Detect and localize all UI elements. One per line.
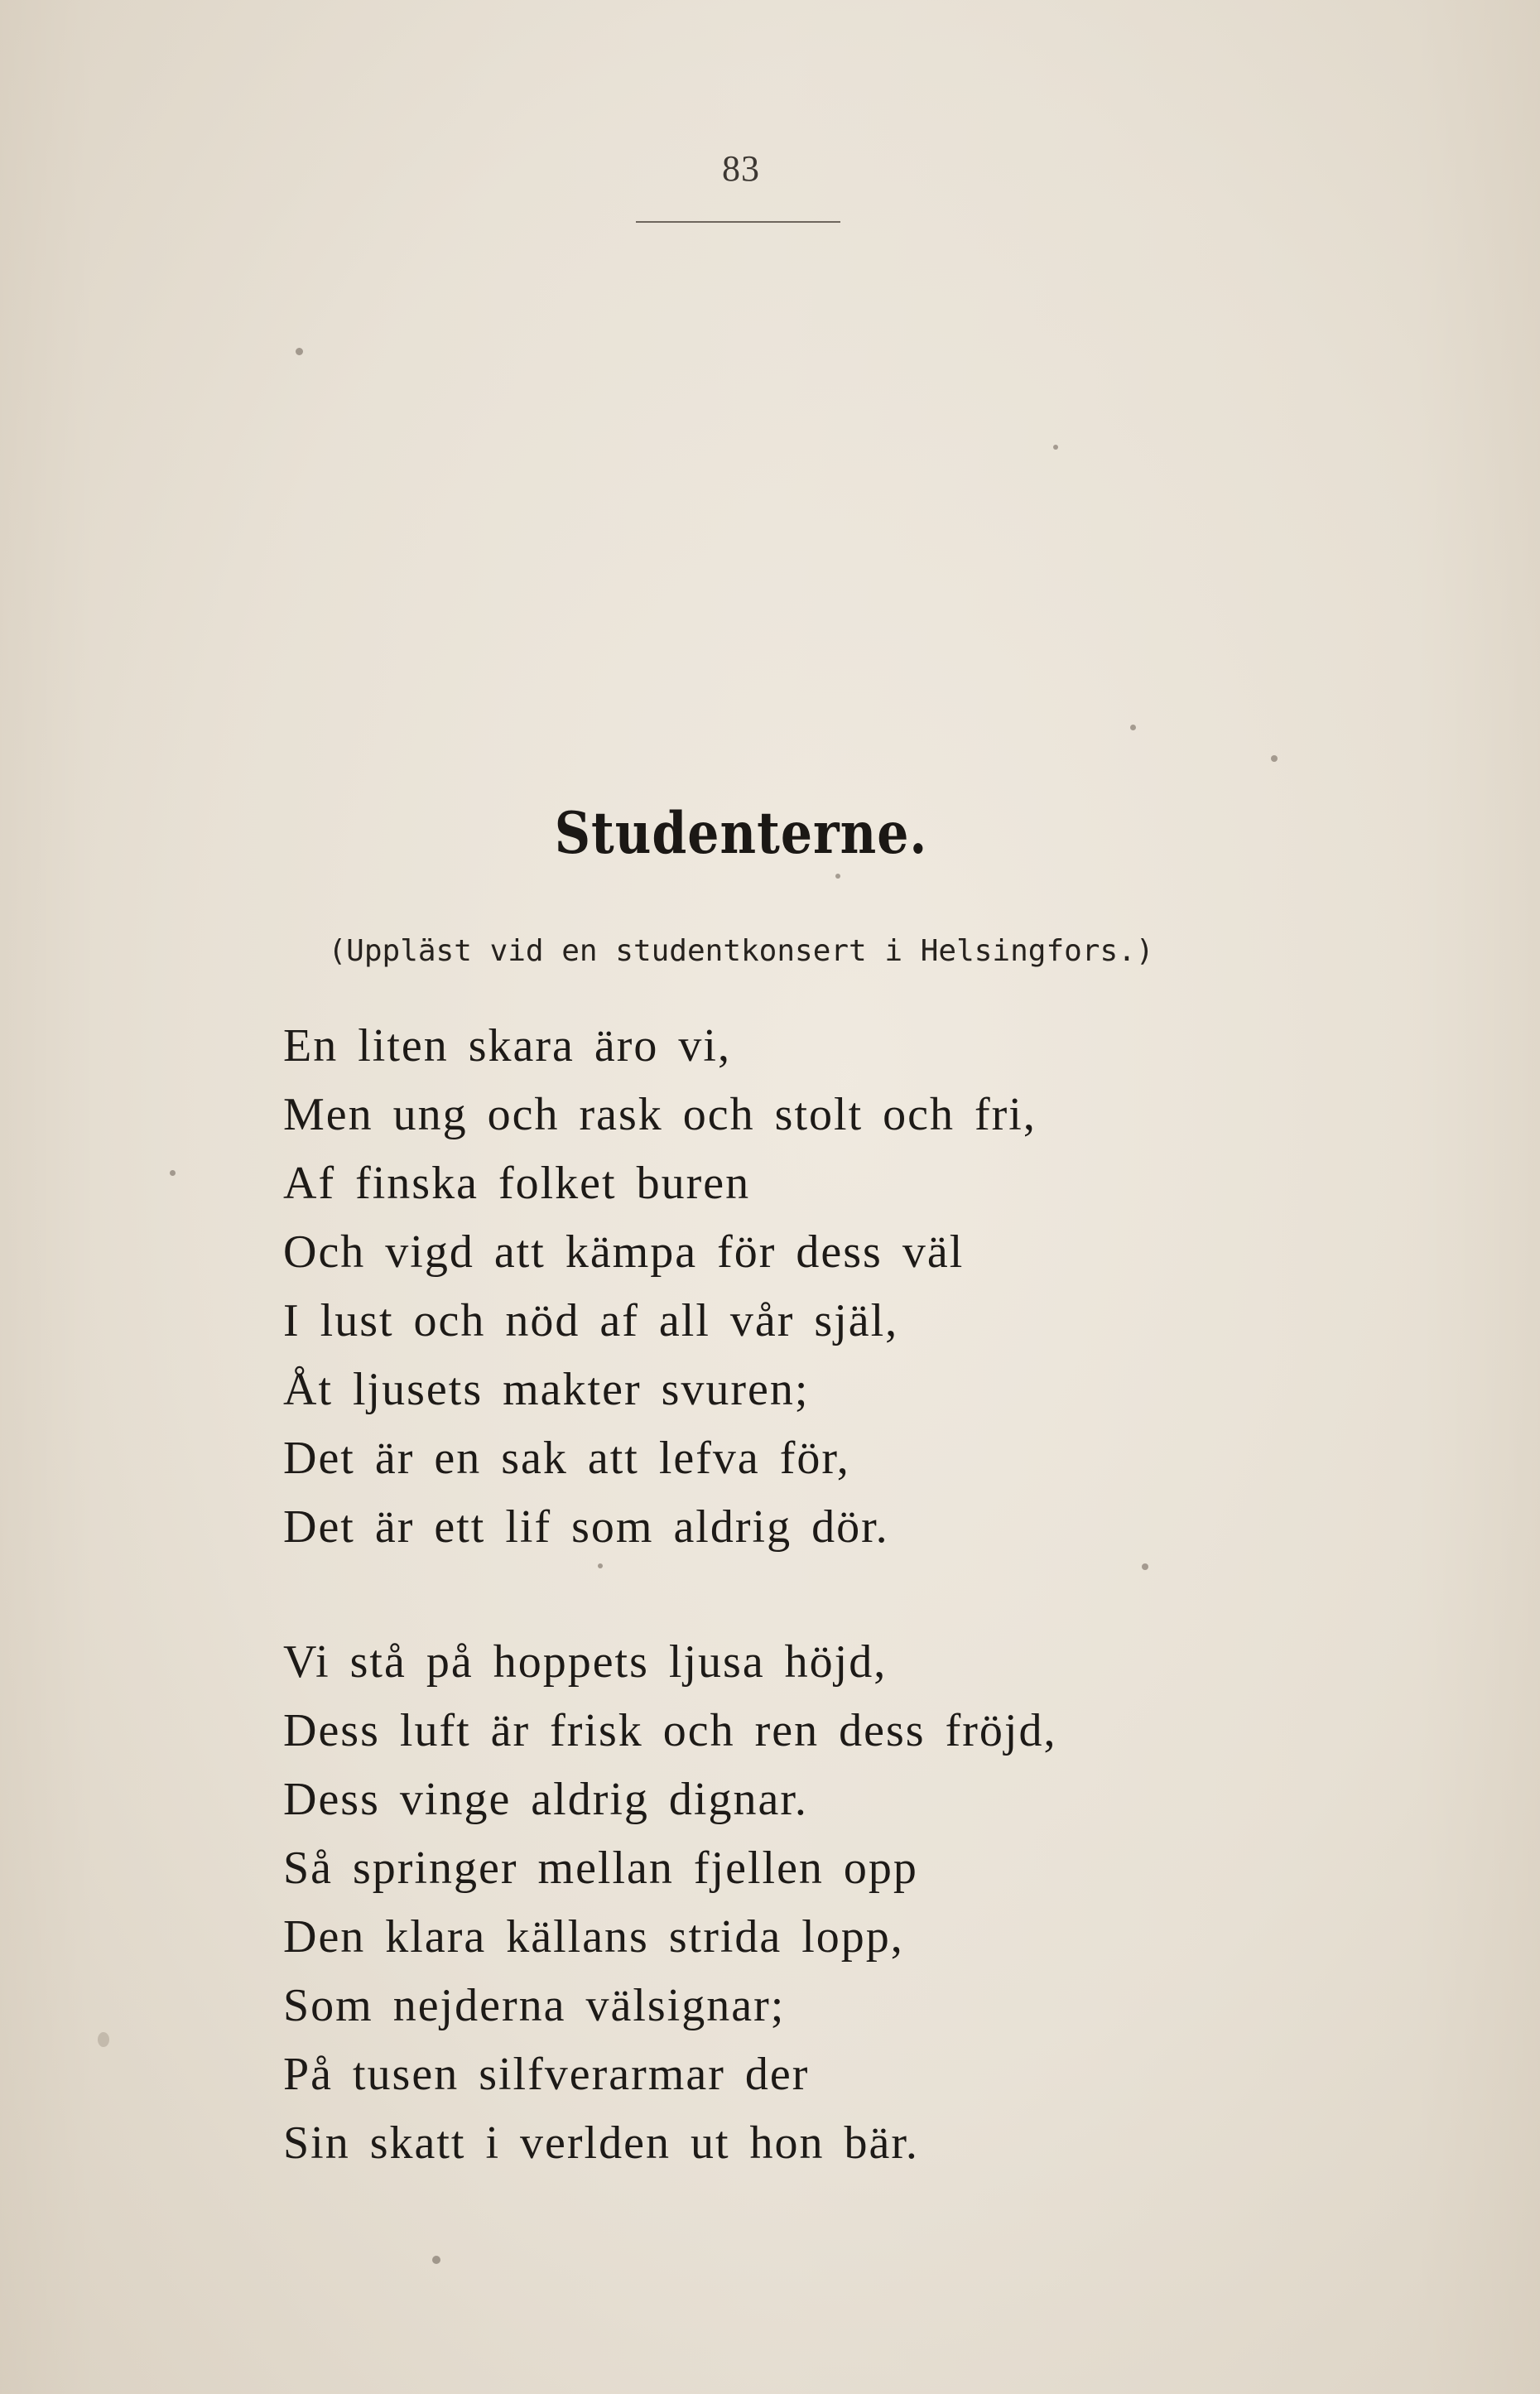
header-rule [636,221,840,223]
verse-line: Det är en sak att lefva för, [283,1433,850,1484]
verse-line: Den klara källans strida lopp, [283,1911,904,1963]
verse-line: Dess vinge aldrig dignar. [283,1774,808,1825]
verse-line: Men ung och rask och stolt och fri, [283,1089,1037,1140]
verse-line: Dess luft är frisk och ren dess fröjd, [283,1705,1057,1756]
verse-line: Så springer mellan fjellen opp [283,1842,918,1894]
verse-line: Af finska folket buren [283,1158,751,1209]
verse-line: Åt ljusets makter svuren; [283,1364,810,1415]
verse-line: En liten skara äro vi, [283,1020,731,1072]
poem-title: Studenterne. [554,800,928,868]
verse-line: Det är ett lif som aldrig dör. [283,1501,889,1553]
paper-speck [1271,755,1278,762]
verse-line: På tusen silfverarmar der [283,2049,810,2100]
paper-speck [432,2256,440,2264]
verse-line: Vi stå på hoppets ljusa höjd, [283,1636,888,1688]
paper-speck [98,2032,109,2047]
paper-speck [170,1170,176,1176]
paper-speck [1130,725,1136,730]
page-number: 83 [722,148,760,189]
verse-line: Och vigd att kämpa för dess väl [283,1226,965,1278]
paper-speck [835,874,840,879]
paper-speck [598,1563,603,1568]
stanza-2 [283,1628,1056,2178]
paper-speck [1142,1563,1148,1570]
verse-line: I lust och nöd af all vår själ, [283,1295,899,1346]
verse-line: Som nejderna välsignar; [283,1980,786,2031]
paper-speck [296,348,303,355]
poem-subtitle: (Uppläst vid en studentkonsert i Helsingfors.) [328,934,1154,968]
paper-speck [1053,445,1058,450]
verse-line: Sin skatt i verlden ut hon bär. [283,2117,919,2169]
stanza-1 [283,1012,1037,1562]
